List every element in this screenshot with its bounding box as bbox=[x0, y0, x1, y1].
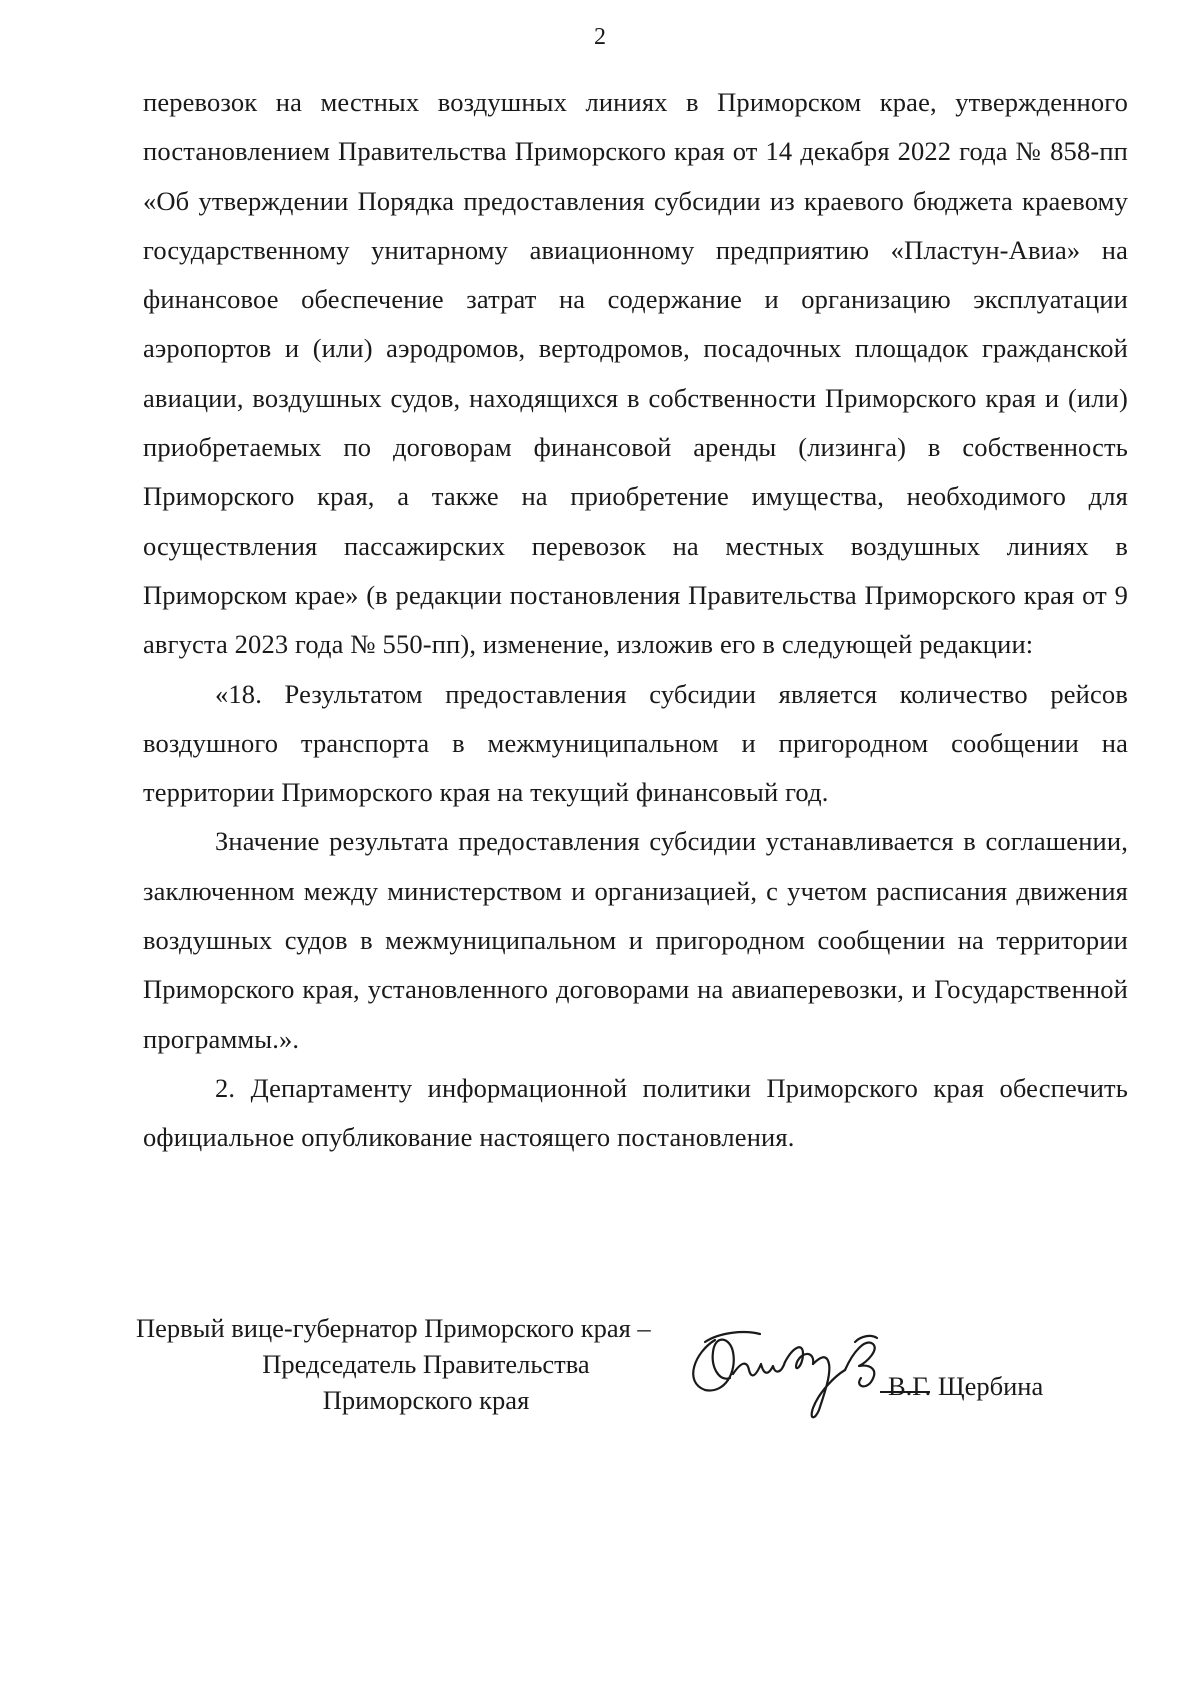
signer-name: В.Г. Щербина bbox=[888, 1371, 1044, 1401]
paragraph-amendment-continuation: перевозок на местных воздушных линиях в Приморском крае, утвержденного постановлением Правительства Приморского края от 14 декабря 2022 года № 858-пп «Об утверждении Порядка предоставления субсидии из краевого бюджета краевому государственному унитарному авиационному предприятию «Пластун-Авиа» на финансовое обеспечение затрат на содержание и организацию эксплуатации аэропортов и (или) аэродромов, вертодромов, посадочных площадок гражданской авиации, воздушных судов, находящихся в собственности Приморского края и (или) приобретаемых по договорам финансовой аренды (лизинга) в собственность Приморского края, а также на приобретение имущества, необходимого для осуществления пассажирских перевозок на местных воздушных линиях в Приморском крае» (в редакции постановления Правительства Приморского края от 9 августа 2023 года № 550-пп), изменение, изложив его в следующей редакции: bbox=[143, 87, 1128, 660]
paragraph-result-value: Значение результата предоставления субсидии устанавливается в соглашении, заключенном между министерством и организацией, с учетом расписания движения воздушных судов в межмуниципальном и пригородном сообщении на территории Приморского края, установленного договорами на авиаперевозки, и Государственной программы.». bbox=[143, 826, 1128, 1054]
signer-title bbox=[136, 1310, 716, 1418]
signature-block bbox=[0, 1310, 1200, 1430]
document-body bbox=[143, 78, 1128, 1163]
signer-title-line-3: Приморского края bbox=[322, 1385, 530, 1415]
signer-title-line-2: Председатель Правительства bbox=[262, 1349, 590, 1379]
page-number: 2 bbox=[594, 24, 606, 50]
paragraph-clause-18: «18. Результатом предоставления субсидии является количество рейсов воздушного транспорта в межмуниципальном и пригородном сообщении на территории Приморского края на текущий финансовый год. bbox=[143, 678, 1128, 808]
paragraph-item-2: 2. Департаменту информационной политики Приморского края обеспечить официальное опубликование настоящего постановления. bbox=[143, 1072, 1128, 1153]
signer-title-line-1: Первый вице-губернатор Приморского края – bbox=[136, 1313, 651, 1343]
